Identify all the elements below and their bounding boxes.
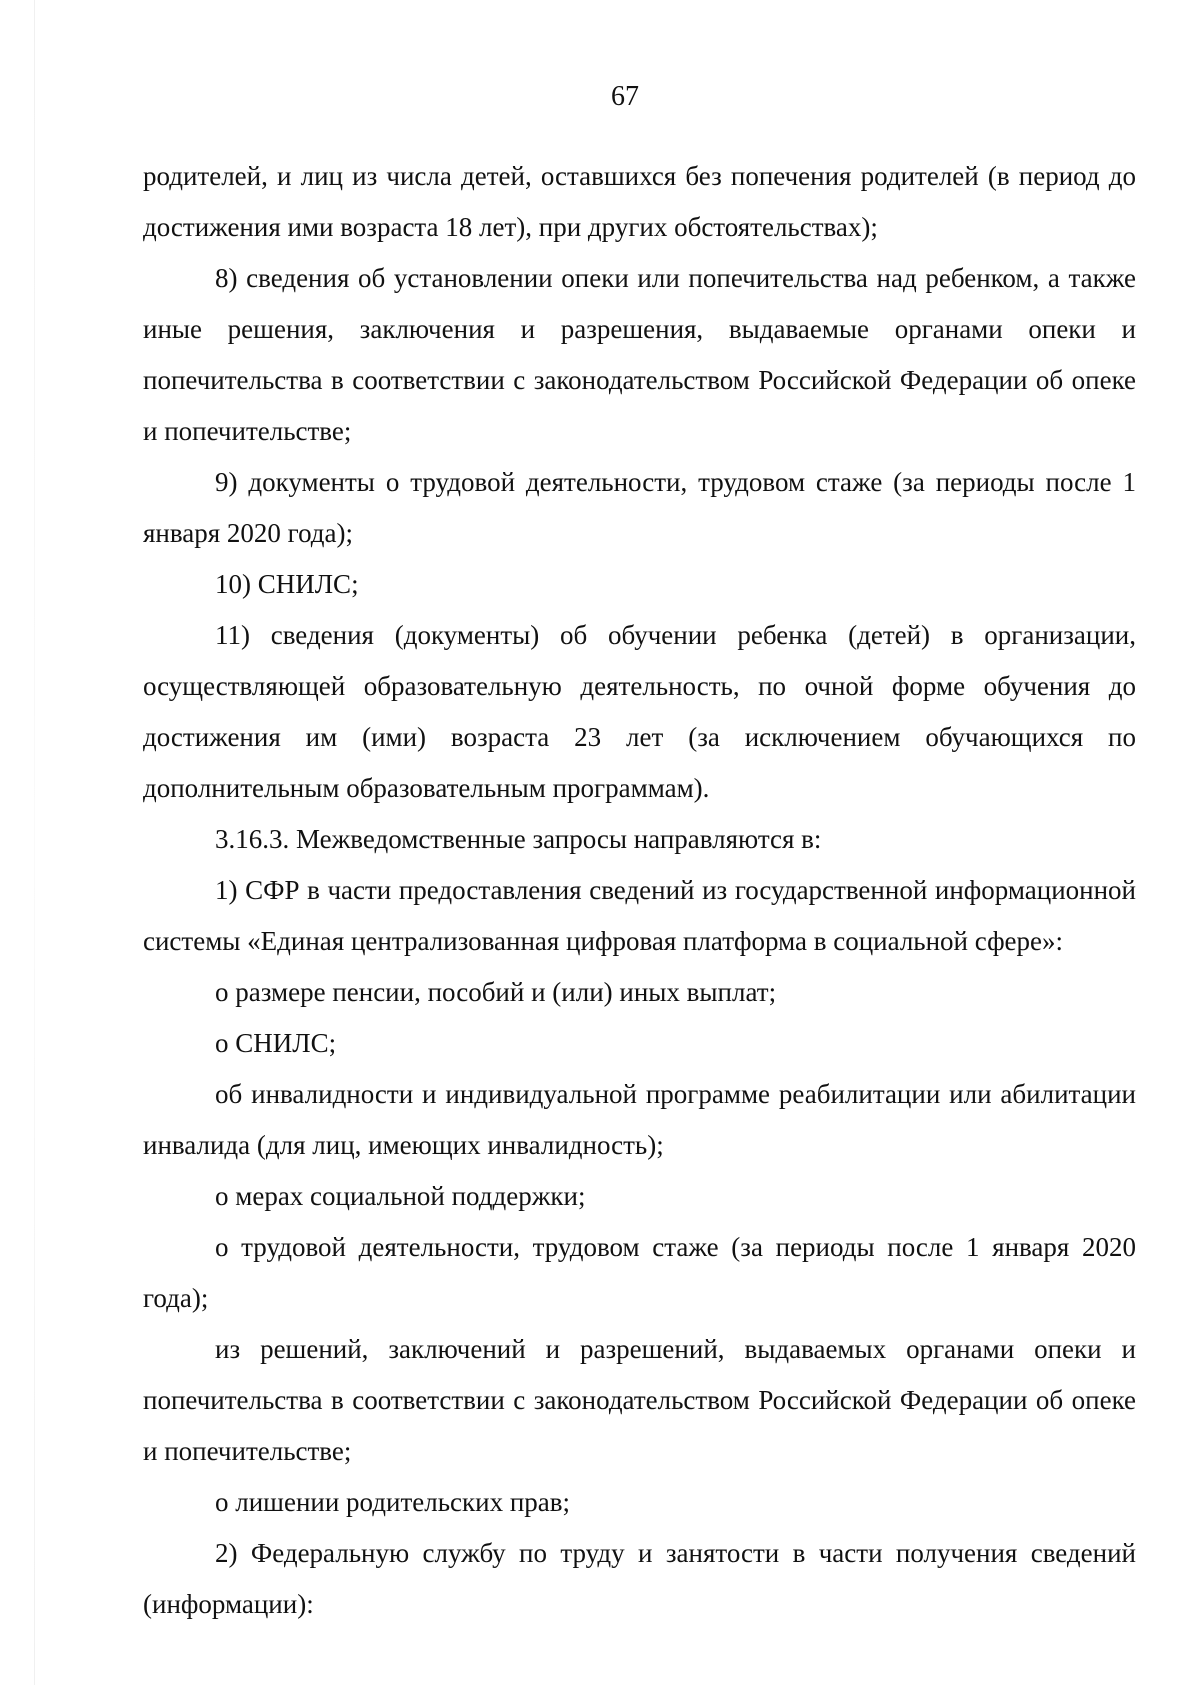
paragraph: 11) сведения (документы) об обучении ребенка (детей) в организации, осуществляющей образовательную деятельность, по очной форме обучения до достижения им (ими) возраста 23 лет (за исключением обучающихся по дополнительным образовательным программам). (143, 620, 1136, 803)
scan-edge (34, 0, 35, 1685)
paragraph: о СНИЛС; (215, 1028, 337, 1058)
paragraph: о размере пенсии, пособий и (или) иных выплат; (215, 977, 777, 1007)
body-text (143, 151, 1136, 1630)
paragraph: из решений, заключений и разрешений, выдаваемых органами опеки и попечительства в соответствии с законодательством Российской Федерации об опеке и попечительстве; (143, 1334, 1136, 1466)
paragraph: 1) СФР в части предоставления сведений из государственной информационной системы «Единая централизованная цифровая платформа в социальной сфере»: (143, 875, 1136, 956)
paragraph: 8) сведения об установлении опеки или попечительства над ребенком, а также иные решения, заключения и разрешения, выдаваемые органами опеки и попечительства в соответствии с законодательством Российской Федерации об опеке и попечительстве; (143, 263, 1136, 446)
page-number: 67 (611, 81, 639, 112)
paragraph: 10) СНИЛС; (215, 569, 359, 599)
paragraph: родителей, и лиц из числа детей, оставшихся без попечения родителей (в период до достижения ими возраста 18 лет), при других обстоятельствах); (143, 161, 1136, 242)
paragraph: об инвалидности и индивидуальной программе реабилитации или абилитации инвалида (для лиц, имеющих инвалидность); (143, 1079, 1136, 1160)
paragraph: о мерах социальной поддержки; (215, 1181, 586, 1211)
paragraph: 9) документы о трудовой деятельности, трудовом стаже (за периоды после 1 января 2020 года); (143, 467, 1136, 548)
paragraph: о лишении родительских прав; (215, 1487, 571, 1517)
paragraph: 3.16.3. Межведомственные запросы направляются в: (215, 824, 822, 854)
paragraph: о трудовой деятельности, трудовом стаже (за периоды после 1 января 2020 года); (143, 1232, 1136, 1313)
paragraph: 2) Федеральную службу по труду и занятости в части получения сведений (информации): (143, 1538, 1136, 1619)
